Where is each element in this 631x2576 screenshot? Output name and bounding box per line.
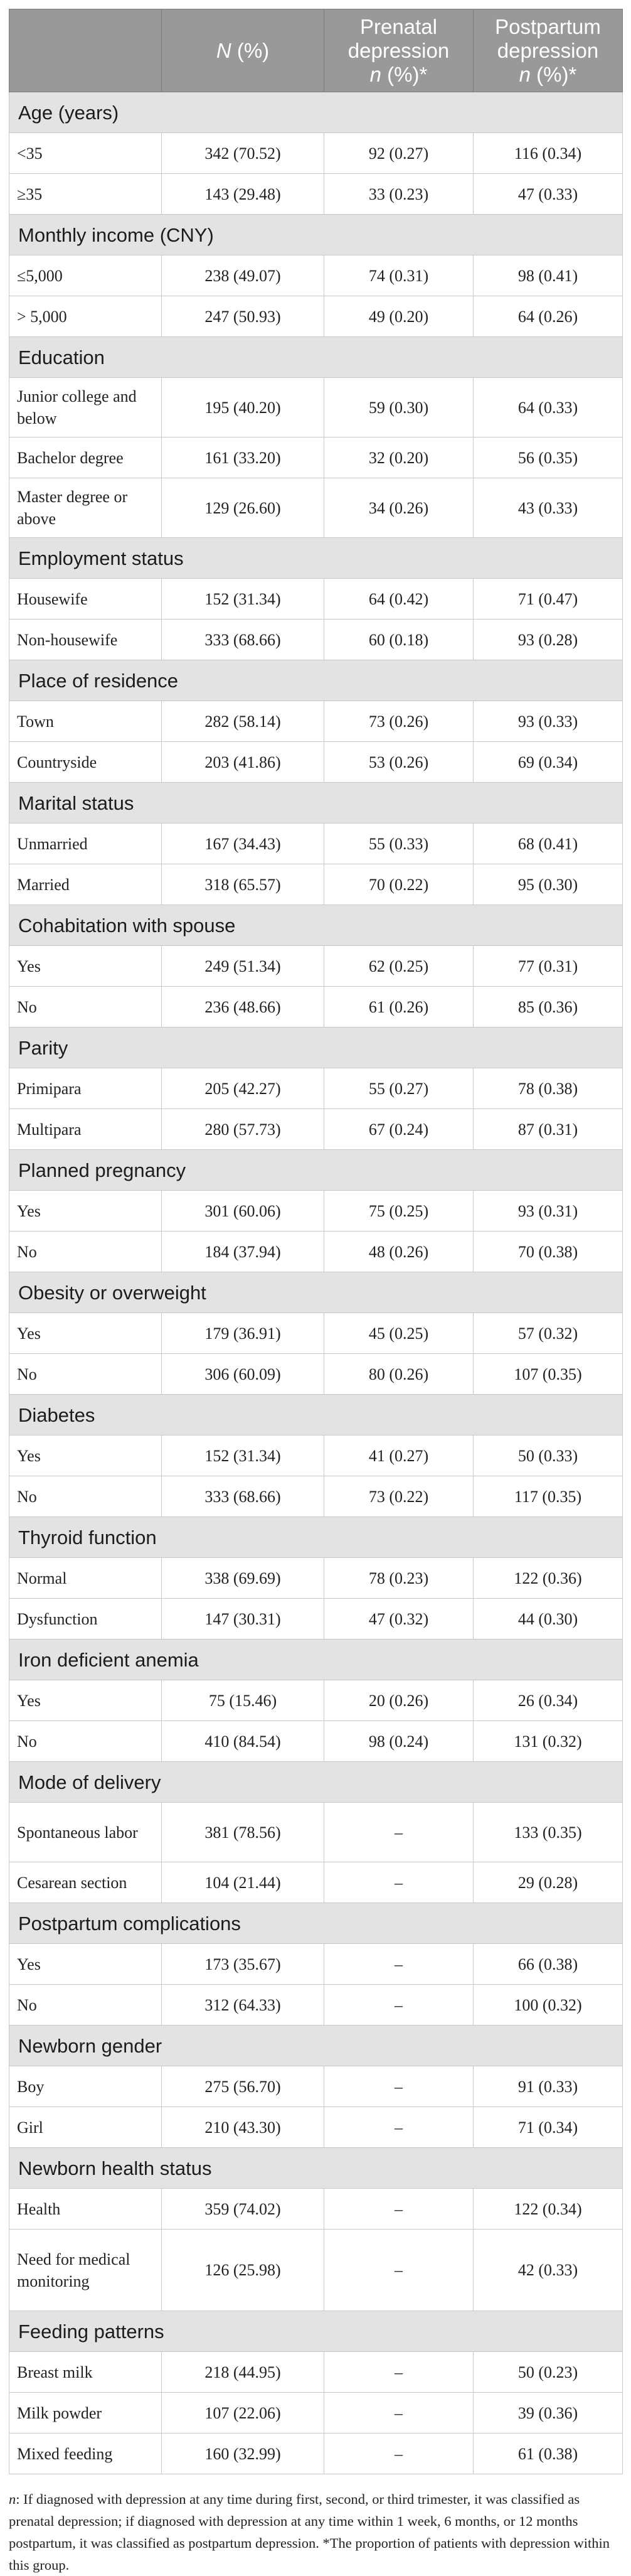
cell-n-percent: 126 (25.98) <box>162 2230 324 2311</box>
table-row <box>9 1721 623 1762</box>
row-label: No <box>9 1476 162 1517</box>
cell-postpartum: 29 (0.28) <box>474 1862 623 1903</box>
cell-prenatal: 53 (0.26) <box>324 742 474 783</box>
cell-postpartum: 42 (0.33) <box>474 2230 623 2311</box>
row-label: Boy <box>9 2066 162 2107</box>
row-label: Housewife <box>9 579 162 620</box>
cell-prenatal: 92 (0.27) <box>324 133 474 174</box>
table-row <box>9 579 623 620</box>
cell-postpartum: 133 (0.35) <box>474 1803 623 1862</box>
cell-prenatal: – <box>324 2352 474 2393</box>
table-row <box>9 1436 623 1476</box>
cell-prenatal: 49 (0.20) <box>324 296 474 337</box>
table-row <box>9 2230 623 2311</box>
cell-postpartum: 43 (0.33) <box>474 478 623 538</box>
cell-postpartum: 85 (0.36) <box>474 987 623 1028</box>
table-body <box>9 92 623 2474</box>
section-title: Newborn gender <box>9 2026 623 2066</box>
cell-prenatal: – <box>324 2107 474 2148</box>
cell-postpartum: 122 (0.34) <box>474 2189 623 2230</box>
table-row <box>9 824 623 864</box>
cell-postpartum: 61 (0.38) <box>474 2434 623 2474</box>
section-header-row <box>9 337 623 378</box>
table-row <box>9 1862 623 1903</box>
header-row <box>9 9 623 92</box>
table-row <box>9 1354 623 1395</box>
cell-n-percent: 249 (51.34) <box>162 946 324 987</box>
cell-n-percent: 247 (50.93) <box>162 296 324 337</box>
section-header-row <box>9 1028 623 1068</box>
cell-prenatal: 45 (0.25) <box>324 1313 474 1354</box>
table-row <box>9 701 623 742</box>
row-label: > 5,000 <box>9 296 162 337</box>
table-row <box>9 1680 623 1721</box>
section-header-row <box>9 2311 623 2352</box>
cell-postpartum: 117 (0.35) <box>474 1476 623 1517</box>
section-header-row <box>9 1272 623 1313</box>
table-row <box>9 1313 623 1354</box>
table-row <box>9 1232 623 1272</box>
cell-postpartum: 47 (0.33) <box>474 174 623 215</box>
cell-n-percent: 381 (78.56) <box>162 1803 324 1862</box>
table-row <box>9 987 623 1028</box>
cell-postpartum: 56 (0.35) <box>474 437 623 478</box>
table-row <box>9 2393 623 2434</box>
section-header-row <box>9 1903 623 1944</box>
section-header-row <box>9 92 623 133</box>
cell-prenatal: – <box>324 2230 474 2311</box>
cell-n-percent: 218 (44.95) <box>162 2352 324 2393</box>
table-row <box>9 1944 623 1985</box>
data-table-container <box>9 9 622 2474</box>
cell-n-percent: 338 (69.69) <box>162 1558 324 1599</box>
cell-n-percent: 173 (35.67) <box>162 1944 324 1985</box>
cell-prenatal: 34 (0.26) <box>324 478 474 538</box>
section-title: Thyroid function <box>9 1517 623 1558</box>
cell-prenatal: – <box>324 2189 474 2230</box>
table-row <box>9 437 623 478</box>
section-title: Postpartum complications <box>9 1903 623 1944</box>
row-label: <35 <box>9 133 162 174</box>
table-row <box>9 2189 623 2230</box>
row-label: Milk powder <box>9 2393 162 2434</box>
header-n-rest: (%) <box>231 38 270 62</box>
cell-prenatal: 98 (0.24) <box>324 1721 474 1762</box>
header-postpartum-rest: (%)* <box>531 62 577 86</box>
cell-postpartum: 64 (0.33) <box>474 378 623 437</box>
cell-prenatal: 67 (0.24) <box>324 1109 474 1150</box>
cell-postpartum: 71 (0.34) <box>474 2107 623 2148</box>
table-row <box>9 864 623 905</box>
table-header <box>9 9 623 92</box>
section-title: Education <box>9 337 623 378</box>
row-label: Married <box>9 864 162 905</box>
table-row <box>9 133 623 174</box>
row-label: Mixed feeding <box>9 2434 162 2474</box>
row-label: Dysfunction <box>9 1599 162 1640</box>
cell-postpartum: 131 (0.32) <box>474 1721 623 1762</box>
row-label: Cesarean section <box>9 1862 162 1903</box>
cell-prenatal: 41 (0.27) <box>324 1436 474 1476</box>
cell-prenatal: 55 (0.33) <box>324 824 474 864</box>
section-header-row <box>9 1640 623 1680</box>
cell-postpartum: 71 (0.47) <box>474 579 623 620</box>
section-title: Newborn health status <box>9 2148 623 2189</box>
table-row <box>9 1558 623 1599</box>
cell-n-percent: 129 (26.60) <box>162 478 324 538</box>
row-label: Girl <box>9 2107 162 2148</box>
row-label: Bachelor degree <box>9 437 162 478</box>
table-row <box>9 620 623 660</box>
cell-prenatal: 70 (0.22) <box>324 864 474 905</box>
cell-prenatal: 33 (0.23) <box>324 174 474 215</box>
cell-prenatal: – <box>324 1862 474 1903</box>
cell-n-percent: 275 (56.70) <box>162 2066 324 2107</box>
section-title: Planned pregnancy <box>9 1150 623 1191</box>
row-label: Need for medical monitoring <box>9 2230 162 2311</box>
cell-prenatal: 55 (0.27) <box>324 1068 474 1109</box>
row-label: ≤5,000 <box>9 255 162 296</box>
header-prenatal-l1: Prenatal <box>360 14 437 38</box>
cell-postpartum: 44 (0.30) <box>474 1599 623 1640</box>
row-label: Junior college and below <box>9 378 162 437</box>
row-label: No <box>9 1354 162 1395</box>
row-label: Multipara <box>9 1109 162 1150</box>
section-header-row <box>9 1395 623 1436</box>
cell-n-percent: 179 (36.91) <box>162 1313 324 1354</box>
footnote-text: : If diagnosed with depression at any time during first, second, or third trimester, it was classified as prenatal depression; if diagnosed with depression at any time within 1 week, 6 months, or 12 months postpartum, it was classified as postpartum depression. *The proportion of patients with depression within this group. <box>9 2491 610 2573</box>
cell-postpartum: 69 (0.34) <box>474 742 623 783</box>
cell-postpartum: 66 (0.38) <box>474 1944 623 1985</box>
cell-n-percent: 75 (15.46) <box>162 1680 324 1721</box>
cell-n-percent: 195 (40.20) <box>162 378 324 437</box>
section-title: Feeding patterns <box>9 2311 623 2352</box>
header-postpartum-l2: depression <box>497 38 599 62</box>
header-n-symbol: N <box>216 38 231 62</box>
cell-prenatal: 74 (0.31) <box>324 255 474 296</box>
footnote-n-symbol: n <box>9 2491 16 2507</box>
cell-postpartum: 26 (0.34) <box>474 1680 623 1721</box>
cell-postpartum: 107 (0.35) <box>474 1354 623 1395</box>
cell-postpartum: 39 (0.36) <box>474 2393 623 2434</box>
cell-prenatal: 73 (0.22) <box>324 1476 474 1517</box>
table-row <box>9 1599 623 1640</box>
section-title: Iron deficient anemia <box>9 1640 623 1680</box>
table-row <box>9 1476 623 1517</box>
row-label: Primipara <box>9 1068 162 1109</box>
table-row <box>9 742 623 783</box>
header-variable <box>9 9 162 92</box>
section-header-row <box>9 2148 623 2189</box>
cell-postpartum: 77 (0.31) <box>474 946 623 987</box>
header-prenatal-n: n <box>369 62 381 86</box>
cell-prenatal: 78 (0.23) <box>324 1558 474 1599</box>
section-title: Marital status <box>9 783 623 824</box>
section-header-row <box>9 783 623 824</box>
table-row <box>9 296 623 337</box>
cell-prenatal: – <box>324 1803 474 1862</box>
cell-n-percent: 318 (65.57) <box>162 864 324 905</box>
cell-postpartum: 87 (0.31) <box>474 1109 623 1150</box>
section-header-row <box>9 1762 623 1803</box>
cell-n-percent: 282 (58.14) <box>162 701 324 742</box>
cell-n-percent: 312 (64.33) <box>162 1985 324 2026</box>
cell-n-percent: 210 (43.30) <box>162 2107 324 2148</box>
cell-n-percent: 107 (22.06) <box>162 2393 324 2434</box>
cell-n-percent: 152 (31.34) <box>162 1436 324 1476</box>
cell-n-percent: 306 (60.09) <box>162 1354 324 1395</box>
cell-prenatal: – <box>324 2393 474 2434</box>
table-row <box>9 1191 623 1232</box>
row-label: Health <box>9 2189 162 2230</box>
section-header-row <box>9 2026 623 2066</box>
table-row <box>9 1068 623 1109</box>
cell-n-percent: 301 (60.06) <box>162 1191 324 1232</box>
cell-postpartum: 93 (0.28) <box>474 620 623 660</box>
section-title: Cohabitation with spouse <box>9 905 623 946</box>
cell-postpartum: 70 (0.38) <box>474 1232 623 1272</box>
row-label: Yes <box>9 1436 162 1476</box>
cell-prenatal: 62 (0.25) <box>324 946 474 987</box>
cell-postpartum: 116 (0.34) <box>474 133 623 174</box>
cell-n-percent: 333 (68.66) <box>162 1476 324 1517</box>
header-n-percent <box>162 9 324 92</box>
cell-n-percent: 160 (32.99) <box>162 2434 324 2474</box>
cell-prenatal: 47 (0.32) <box>324 1599 474 1640</box>
cell-prenatal: 20 (0.26) <box>324 1680 474 1721</box>
section-title: Place of residence <box>9 660 623 701</box>
cell-n-percent: 280 (57.73) <box>162 1109 324 1150</box>
section-title: Mode of delivery <box>9 1762 623 1803</box>
section-title: Obesity or overweight <box>9 1272 623 1313</box>
cell-n-percent: 359 (74.02) <box>162 2189 324 2230</box>
cell-prenatal: 80 (0.26) <box>324 1354 474 1395</box>
header-prenatal-rest: (%)* <box>381 62 428 86</box>
table-row <box>9 478 623 538</box>
section-header-row <box>9 1517 623 1558</box>
header-prenatal-l2: depression <box>347 38 450 62</box>
section-title: Employment status <box>9 538 623 579</box>
cell-prenatal: – <box>324 2066 474 2107</box>
cell-postpartum: 91 (0.33) <box>474 2066 623 2107</box>
row-label: Yes <box>9 946 162 987</box>
cell-prenatal: 61 (0.26) <box>324 987 474 1028</box>
row-label: Breast milk <box>9 2352 162 2393</box>
cell-n-percent: 238 (49.07) <box>162 255 324 296</box>
cell-postpartum: 98 (0.41) <box>474 255 623 296</box>
cell-postpartum: 57 (0.32) <box>474 1313 623 1354</box>
cell-postpartum: 122 (0.36) <box>474 1558 623 1599</box>
row-label: ≥35 <box>9 174 162 215</box>
cell-prenatal: 59 (0.30) <box>324 378 474 437</box>
table-row <box>9 2066 623 2107</box>
cell-postpartum: 93 (0.33) <box>474 701 623 742</box>
cell-n-percent: 161 (33.20) <box>162 437 324 478</box>
cell-postpartum: 95 (0.30) <box>474 864 623 905</box>
section-header-row <box>9 538 623 579</box>
cell-prenatal: 75 (0.25) <box>324 1191 474 1232</box>
cell-n-percent: 104 (21.44) <box>162 1862 324 1903</box>
cell-postpartum: 100 (0.32) <box>474 1985 623 2026</box>
cell-prenatal: – <box>324 1944 474 1985</box>
row-label: No <box>9 1985 162 2026</box>
cell-n-percent: 147 (30.31) <box>162 1599 324 1640</box>
table-row <box>9 2352 623 2393</box>
cell-n-percent: 342 (70.52) <box>162 133 324 174</box>
table-row <box>9 946 623 987</box>
header-postpartum-l1: Postpartum <box>495 14 601 38</box>
table-row <box>9 1109 623 1150</box>
header-postpartum-n: n <box>519 62 531 86</box>
row-label: Yes <box>9 1680 162 1721</box>
characteristics-table <box>9 9 623 2474</box>
cell-n-percent: 152 (31.34) <box>162 579 324 620</box>
section-title: Parity <box>9 1028 623 1068</box>
table-row <box>9 378 623 437</box>
row-label: Yes <box>9 1191 162 1232</box>
cell-postpartum: 64 (0.26) <box>474 296 623 337</box>
cell-postpartum: 78 (0.38) <box>474 1068 623 1109</box>
section-header-row <box>9 660 623 701</box>
cell-n-percent: 236 (48.66) <box>162 987 324 1028</box>
cell-prenatal: 32 (0.20) <box>324 437 474 478</box>
section-title: Diabetes <box>9 1395 623 1436</box>
header-prenatal <box>324 9 474 92</box>
cell-n-percent: 167 (34.43) <box>162 824 324 864</box>
cell-postpartum: 68 (0.41) <box>474 824 623 864</box>
row-label: Spontaneous labor <box>9 1803 162 1862</box>
table-row <box>9 1985 623 2026</box>
row-label: No <box>9 1232 162 1272</box>
table-row <box>9 2107 623 2148</box>
cell-prenatal: 60 (0.18) <box>324 620 474 660</box>
cell-prenatal: 48 (0.26) <box>324 1232 474 1272</box>
row-label: Master degree or above <box>9 478 162 538</box>
row-label: No <box>9 987 162 1028</box>
cell-n-percent: 205 (42.27) <box>162 1068 324 1109</box>
section-title: Monthly income (CNY) <box>9 215 623 255</box>
table-row <box>9 2434 623 2474</box>
cell-n-percent: 184 (37.94) <box>162 1232 324 1272</box>
row-label: No <box>9 1721 162 1762</box>
section-header-row <box>9 1150 623 1191</box>
cell-n-percent: 333 (68.66) <box>162 620 324 660</box>
cell-prenatal: – <box>324 1985 474 2026</box>
cell-prenatal: 64 (0.42) <box>324 579 474 620</box>
section-header-row <box>9 215 623 255</box>
table-footnote <box>9 2488 622 2576</box>
row-label: Yes <box>9 1944 162 1985</box>
row-label: Yes <box>9 1313 162 1354</box>
cell-postpartum: 50 (0.23) <box>474 2352 623 2393</box>
table-row <box>9 255 623 296</box>
cell-n-percent: 203 (41.86) <box>162 742 324 783</box>
row-label: Normal <box>9 1558 162 1599</box>
row-label: Unmarried <box>9 824 162 864</box>
cell-prenatal: – <box>324 2434 474 2474</box>
cell-postpartum: 93 (0.31) <box>474 1191 623 1232</box>
section-title: Age (years) <box>9 92 623 133</box>
table-row <box>9 1803 623 1862</box>
row-label: Countryside <box>9 742 162 783</box>
header-postpartum <box>474 9 623 92</box>
cell-n-percent: 410 (84.54) <box>162 1721 324 1762</box>
table-row <box>9 174 623 215</box>
row-label: Non-housewife <box>9 620 162 660</box>
cell-n-percent: 143 (29.48) <box>162 174 324 215</box>
section-header-row <box>9 905 623 946</box>
cell-prenatal: 73 (0.26) <box>324 701 474 742</box>
cell-postpartum: 50 (0.33) <box>474 1436 623 1476</box>
row-label: Town <box>9 701 162 742</box>
